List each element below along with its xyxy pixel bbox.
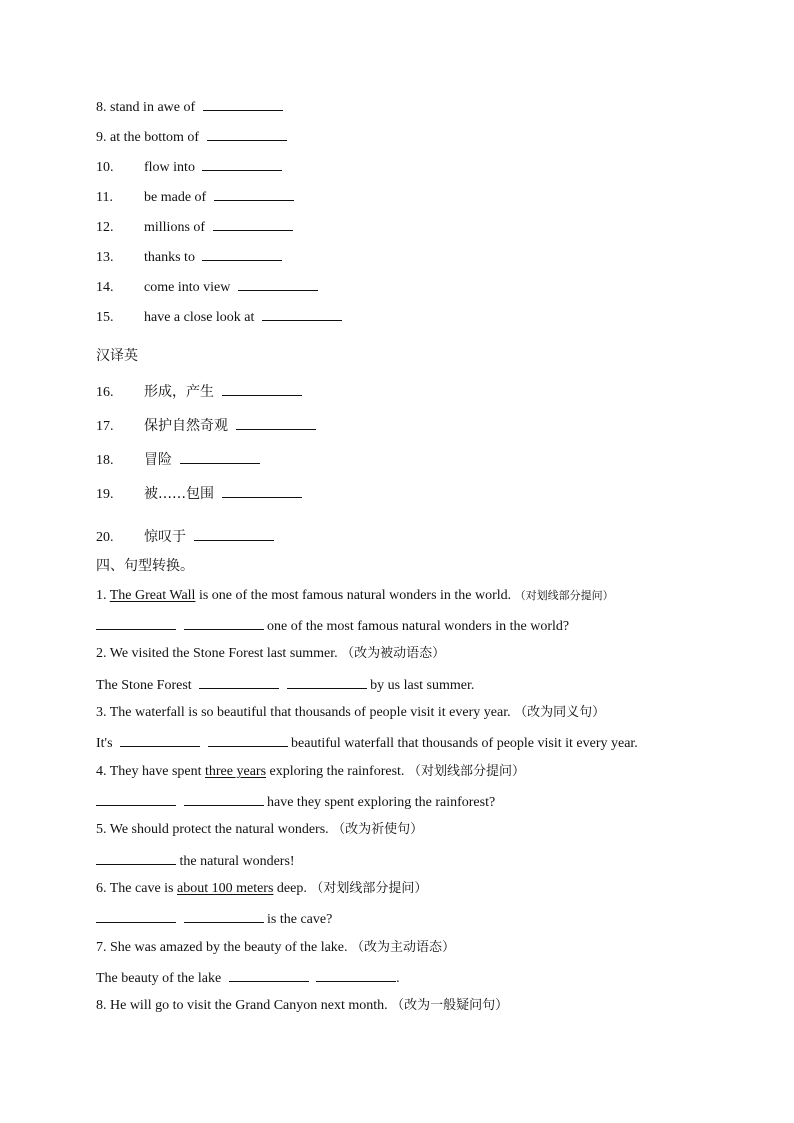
answer-text: is the cave? [267, 912, 333, 927]
answer-text: one of the most famous natural wonders in the world? [267, 619, 570, 634]
answer-blank[interactable] [208, 733, 288, 747]
underlined-part: The Great Wall [109, 588, 196, 603]
answer-line [96, 733, 638, 753]
question-text: We should protect the natural wonders. [109, 822, 329, 837]
phrase-item [96, 187, 294, 207]
answer-blank[interactable] [229, 968, 309, 982]
phrase-text: 形成，产生 [144, 384, 214, 400]
answer-blank[interactable] [222, 484, 302, 498]
answer-blank[interactable] [199, 675, 279, 689]
answer-blank[interactable] [96, 851, 176, 865]
phrase-item [96, 382, 302, 402]
answer-line [96, 675, 474, 695]
question-text: The cave is [109, 881, 174, 896]
item-number: 11. [96, 190, 113, 205]
item-number: 15. [96, 310, 114, 325]
phrase-item [96, 277, 318, 297]
instruction-note: （改为祈使句） [332, 822, 424, 837]
answer-text: beautiful waterfall that thousands of people visit it every year. [291, 736, 638, 751]
phrase-item [96, 484, 302, 504]
answer-blank[interactable] [194, 527, 274, 541]
item-number: 13. [96, 250, 114, 265]
instruction-note: （改为一般疑问句） [391, 998, 509, 1013]
phrase-text: flow into [144, 160, 195, 175]
question-text: is one of the most famous natural wonders in the world. [198, 588, 512, 603]
question-number: 3. [96, 705, 107, 720]
answer-blank[interactable] [96, 616, 176, 630]
phrase-text: thanks to [144, 250, 195, 265]
phrase-text: 冒险 [144, 452, 172, 468]
item-number: 17. [96, 419, 114, 434]
phrase-text: 被……包围 [144, 486, 214, 502]
question-text: They have spent [109, 764, 202, 779]
phrase-text: come into view [144, 280, 231, 295]
item-number: 9. [96, 130, 107, 145]
answer-blank[interactable] [214, 187, 294, 201]
answer-blank[interactable] [184, 616, 264, 630]
question-number: 6. [96, 881, 107, 896]
answer-blank[interactable] [96, 909, 176, 923]
underlined-part: three years [205, 764, 267, 779]
phrase-text: stand in awe of [110, 100, 196, 115]
answer-blank[interactable] [213, 217, 293, 231]
answer-line [96, 616, 569, 636]
instruction-note: （改为同义句） [514, 705, 606, 720]
phrase-item [96, 157, 282, 177]
question-number: 8. [96, 998, 107, 1013]
answer-line [96, 968, 400, 988]
answer-blank[interactable] [202, 247, 282, 261]
answer-blank[interactable] [180, 450, 260, 464]
phrase-text: at the bottom of [110, 130, 200, 145]
phrase-text: 保护自然奇观 [144, 418, 228, 434]
answer-text: . [396, 971, 400, 986]
answer-text: by us last summer. [370, 678, 475, 693]
question-number: 5. [96, 822, 107, 837]
question-text: He will go to visit the Grand Canyon next month. [110, 998, 388, 1013]
answer-blank[interactable] [287, 675, 367, 689]
item-number: 14. [96, 280, 114, 295]
question-number: 7. [96, 940, 107, 955]
item-number: 8. [96, 100, 107, 115]
answer-blank[interactable] [316, 968, 396, 982]
answer-blank[interactable] [262, 307, 342, 321]
answer-text: the natural wonders! [179, 854, 295, 869]
answer-text: The Stone Forest [96, 678, 192, 693]
answer-blank[interactable] [222, 382, 302, 396]
instruction-note: （对划线部分提问） [514, 589, 614, 602]
item-number: 10. [96, 160, 114, 175]
phrase-text: have a close look at [144, 310, 255, 325]
question-line [96, 763, 525, 781]
phrase-text: millions of [144, 220, 206, 235]
question-line [96, 880, 427, 898]
answer-line [96, 792, 495, 812]
question-number: 4. [96, 764, 107, 779]
answer-text: The beauty of the lake [96, 971, 222, 986]
phrase-item [96, 450, 260, 470]
phrase-text: 惊叹于 [144, 529, 186, 545]
phrase-item [96, 247, 282, 267]
answer-blank[interactable] [202, 157, 282, 171]
answer-blank[interactable] [184, 792, 264, 806]
question-line [96, 645, 445, 663]
item-number: 19. [96, 487, 114, 502]
item-number: 18. [96, 453, 114, 468]
question-text: The waterfall is so beautiful that thousands of people visit it every year. [109, 705, 511, 720]
phrase-item [96, 527, 274, 547]
answer-line [96, 851, 295, 871]
answer-blank[interactable] [236, 416, 316, 430]
phrase-item [96, 416, 316, 436]
phrase-item [96, 127, 287, 147]
answer-text: have they spent exploring the rainforest? [267, 795, 496, 810]
instruction-note: （改为被动语态） [341, 646, 446, 661]
instruction-note: （改为主动语态） [351, 940, 456, 955]
question-text: deep. [276, 881, 307, 896]
phrase-item [96, 307, 342, 327]
question-text: We visited the Stone Forest last summer. [109, 646, 338, 661]
answer-blank[interactable] [207, 127, 287, 141]
item-number: 20. [96, 530, 114, 545]
answer-blank[interactable] [238, 277, 318, 291]
section-heading: 汉译英 [96, 348, 138, 364]
question-line [96, 821, 423, 839]
instruction-note: （对划线部分提问） [310, 881, 428, 896]
question-line [96, 939, 455, 957]
answer-text: It's [96, 736, 113, 751]
question-line [96, 704, 605, 722]
answer-blank[interactable] [120, 733, 200, 747]
question-text: exploring the rainforest. [269, 764, 405, 779]
question-line [96, 997, 508, 1015]
question-number: 1. [96, 588, 107, 603]
instruction-note: （对划线部分提问） [407, 764, 525, 779]
item-number: 16. [96, 385, 114, 400]
question-line [96, 587, 614, 605]
phrase-text: be made of [144, 190, 207, 205]
question-text: She was amazed by the beauty of the lake. [110, 940, 348, 955]
answer-line [96, 909, 332, 929]
answer-blank[interactable] [184, 909, 264, 923]
underlined-part: about 100 meters [177, 881, 274, 896]
question-number: 2. [96, 646, 107, 661]
item-number: 12. [96, 220, 114, 235]
phrase-item [96, 217, 293, 237]
phrase-item [96, 97, 283, 117]
answer-blank[interactable] [96, 792, 176, 806]
answer-blank[interactable] [203, 97, 283, 111]
section-heading: 四、句型转换。 [96, 558, 194, 574]
